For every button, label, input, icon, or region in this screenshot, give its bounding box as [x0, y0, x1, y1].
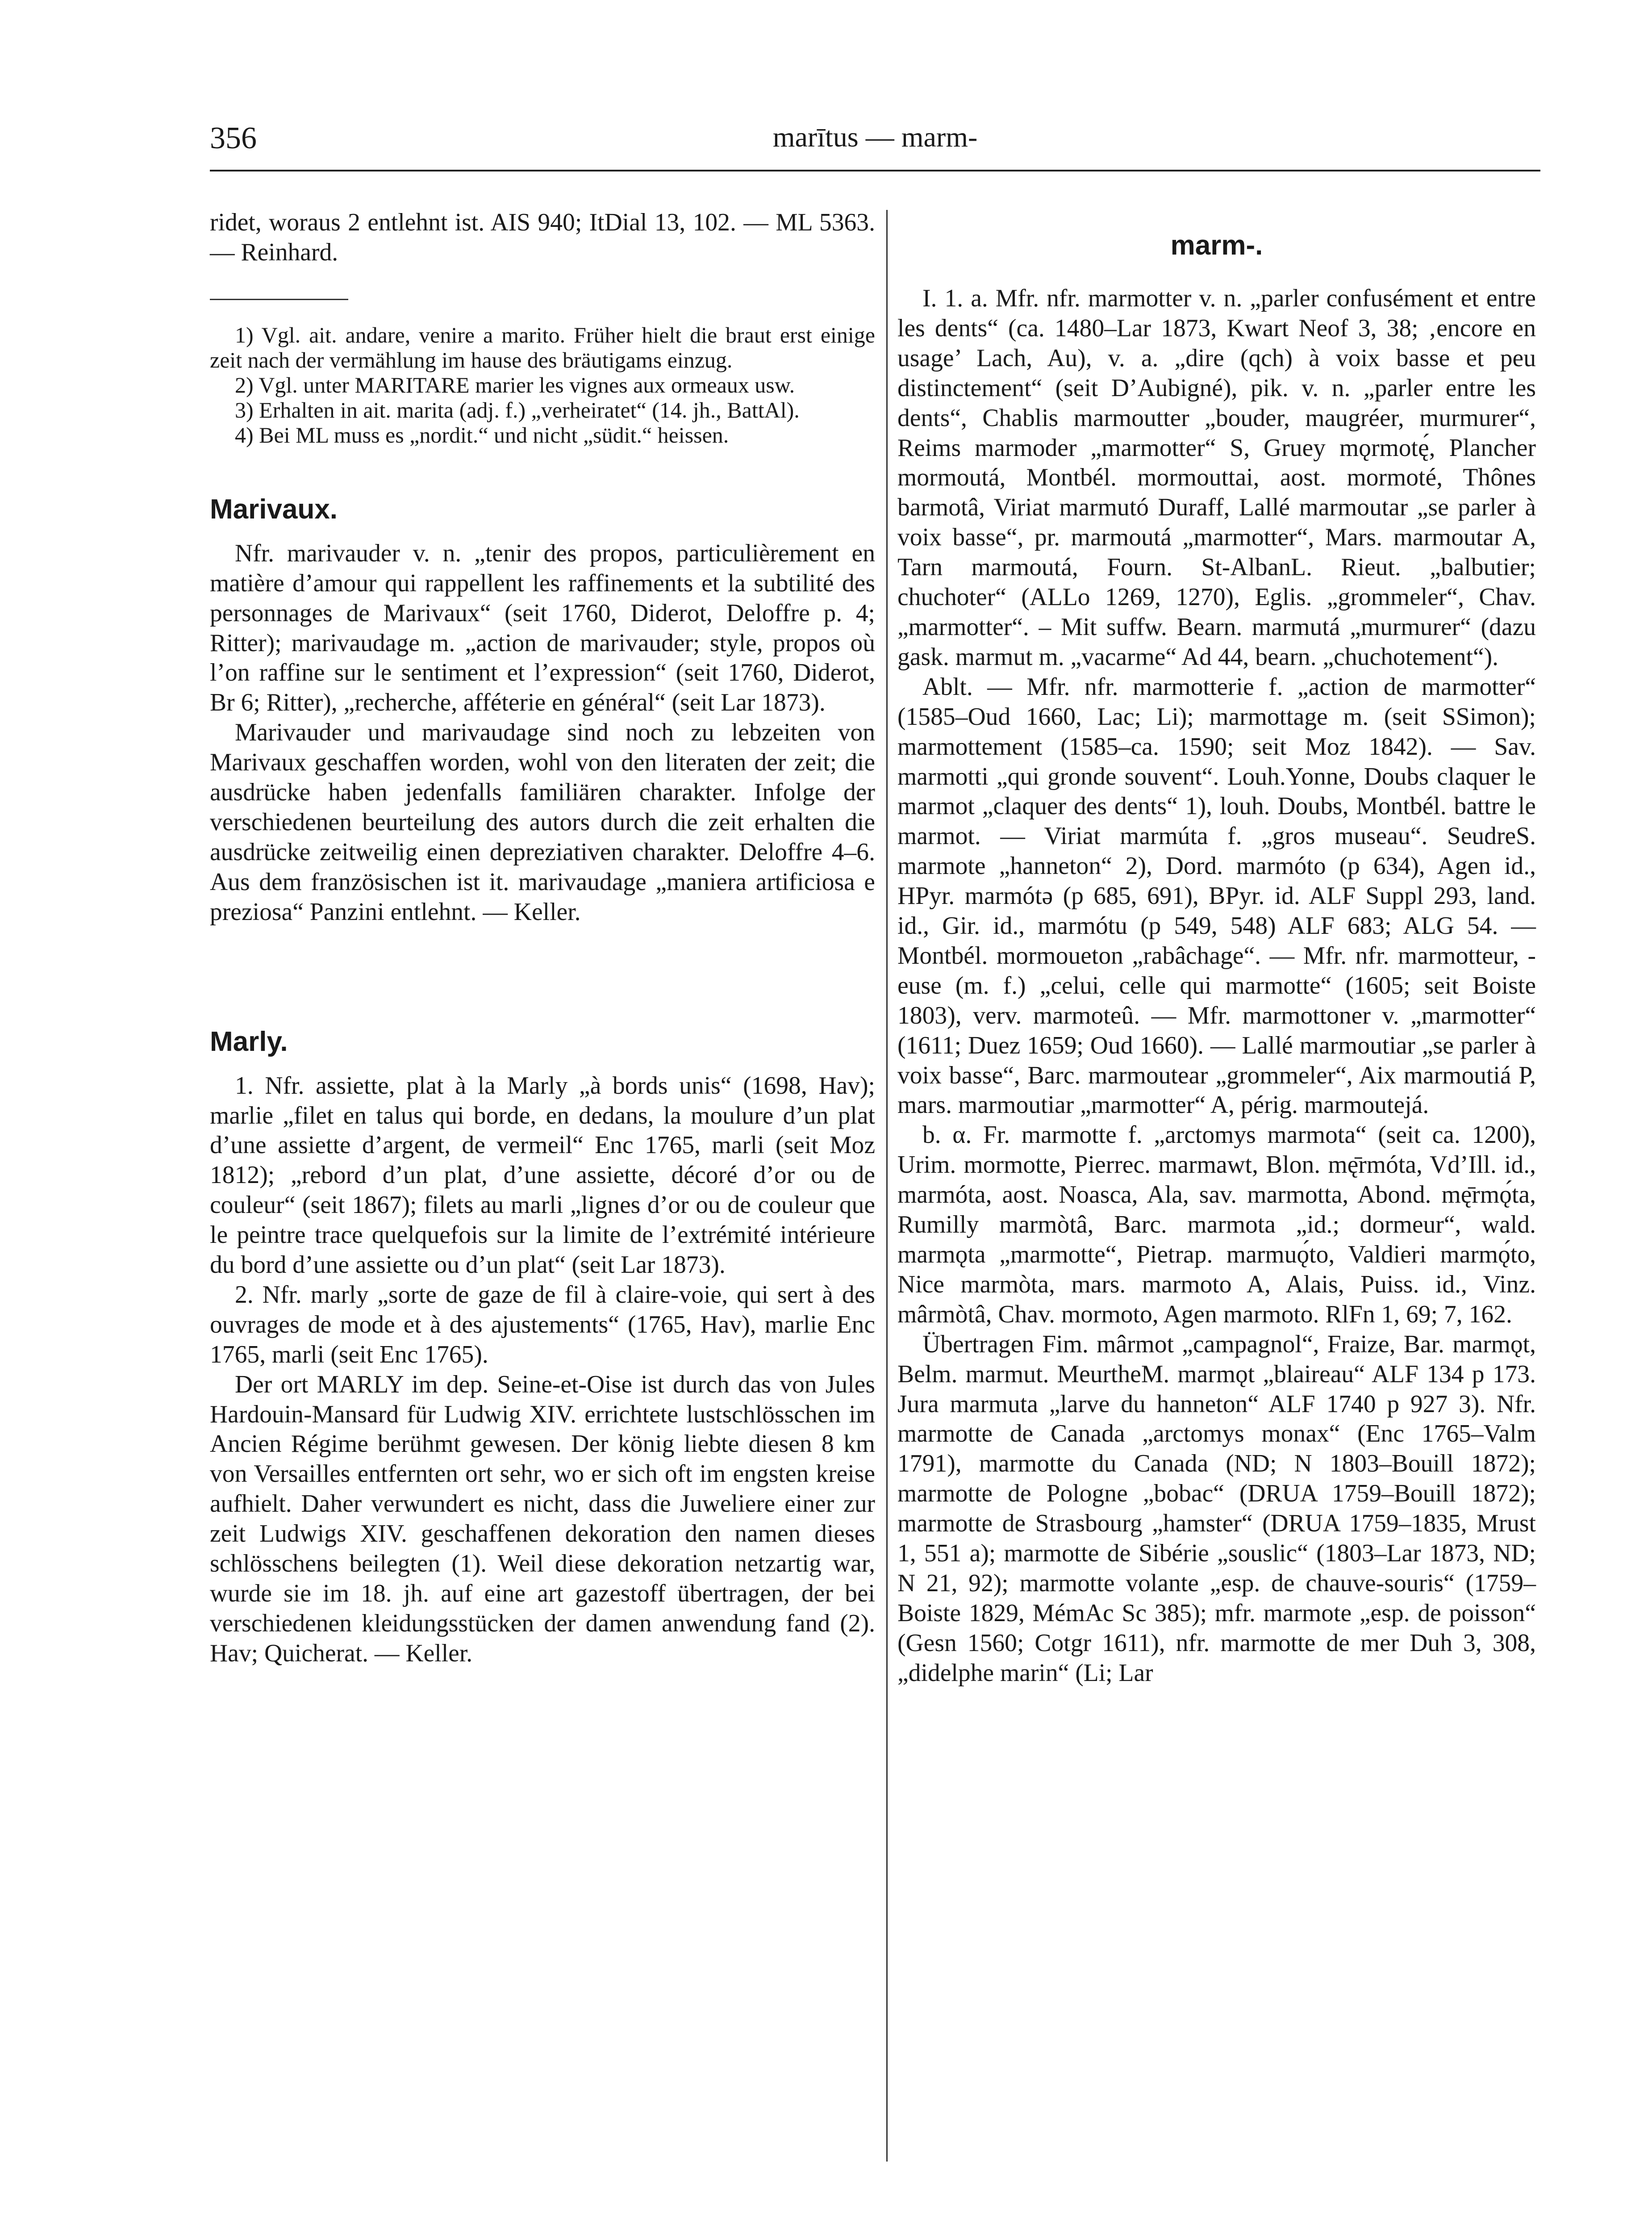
- marivaux-paragraph-2: Marivauder und marivaudage sind noch zu lebzeiten von Marivaux geschaffen worden, wohl von den literaten der zeit; die ausdrücke haben jedenfalls familiären charakter. Infolge der verschiedenen beurteilung des autors durch die zeit erhalten die ausdrücke zeitweilig einen depreziativen charakter. Deloffre 4–6. Aus dem französischen ist it. marivaudage „maniera artificiosa e preziosa“ Panzini entlehnt. — Keller.: [210, 719, 875, 926]
- entry-heading-marly: Marly.: [210, 1026, 288, 1057]
- column-divider: [886, 210, 888, 2162]
- page-number: 356: [210, 121, 257, 155]
- marly-paragraph-3: Der ort MARLY im dep. Seine-et-Oise ist durch das von Jules Hardouin-Mansard für Ludwig XIV. errichtete lustschlösschen im Ancien Régime berühmt gewesen. Der könig liebte diesen 8 km von Versailles entfernten ort sehr, wo er sich oft im engsten kreise aufhielt. Daher verwundert es nicht, dass die Juweliere einer zur zeit Ludwigs XIV. geschaffenen dekoration den namen dieses schlösschens beilegten (1). Weil diese dekoration netzartig war, wurde sie im 18. jh. auf eine art gazestoff übertragen, der bei verschiedenen kleidungsstücken der damen anwendung fand (2). Hav; Quicherat. — Keller.: [210, 1370, 875, 1667]
- marivaux-paragraph-1: Nfr. marivauder v. n. „tenir des propos, particulièrement en matière d’amour qui rappellent les raffinements et la subtilité des personnages de Marivaux“ (seit 1760, Diderot, Deloffre p. 4; Ritter); marivaudage m. „action de marivauder; style, propos où l’on raffine sur le sentiment et l’expression“ (seit 1760, Diderot, Br 6; Ritter), „recherche, afféterie en général“ (seit Lar 1873).: [210, 539, 875, 717]
- footnote-rule: [210, 299, 348, 300]
- footnote-1: 1) Vgl. ait. andare, venire a marito. Früher hielt die braut erst einige zeit nach der vermählung im hause des bräutigams einzug.: [210, 322, 875, 372]
- right-column: [897, 208, 1536, 1688]
- entry-heading-marivaux: Marivaux.: [210, 493, 338, 525]
- entry-heading-marm: marm-.: [1170, 230, 1263, 261]
- marm-paragraph-3: b. α. Fr. marmotte f. „arctomys marmota“ (seit ca. 1200), Urim. mormotte, Pierrec. marmawt, Blon. mę̄rmóta, Vd’Ill. id., marmóta, aost. Noasca, Ala, sav. marmotta, Abond. mę̄rmǫ́ta, Rumilly marmòtâ, Barc. marmota „id.; dormeur“, wald. marmǫta „marmotte“, Pietrap. marmuǫ́to, Valdieri marmǫ́to, Nice marmòta, mars. marmoto A, Alais, Puiss. id., Vinz. mârmòtâ, Chav. mormoto, Agen marmoto. RlFn 1, 69; 7, 162.: [897, 1121, 1536, 1328]
- running-head: marītus — marm-: [772, 121, 978, 153]
- footnote-3: 3) Erhalten in ait. marita (adj. f.) „verheiratet“ (14. jh., BattAl).: [235, 397, 800, 422]
- marm-paragraph-4: Übertragen Fim. mârmot „campagnol“, Fraize, Bar. marmǫt, Belm. marmut. MeurtheM. marmǫt „blaireau“ ALF 134 p 173. Jura marmuta „larve du hanneton“ ALF 1740 p 927 3). Nfr. marmotte de Canada „arctomys monax“ (Enc 1765–Valm 1791), marmotte du Canada (ND; N 1803–Bouill 1872); marmotte de Pologne „bobac“ (DRUA 1759–Bouill 1872); marmotte de Strasbourg „hamster“ (DRUA 1759–1835, Mrust 1, 551 a); marmotte de Sibérie „souslic“ (1803–Lar 1873, ND; N 21, 92); marmotte volante „esp. de chauve-souris“ (1759–Boiste 1829, MémAc Sc 385); mfr. marmote „esp. de poisson“ (Gesn 1560; Cotgr 1611), nfr. marmotte de mer Duh 3, 308, „didelphe marin“ (Li; Lar: [897, 1330, 1536, 1687]
- footnotes: [210, 322, 875, 447]
- footnote-4: 4) Bei ML muss es „nordit.“ und nicht „südit.“ heissen.: [235, 422, 729, 447]
- marly-paragraph-1: 1. Nfr. assiette, plat à la Marly „à bords unis“ (1698, Hav); marlie „filet en talus qui borde, en dedans, la moulure d’un plat d’une assiette d’argent, de vermeil“ Enc 1765, marli (seit Moz 1812); „rebord d’un plat, d’une assiette, décoré d’or ou de couleur“ (seit 1867); filets au marli „lignes d’or ou de couleur que le peintre trace quelquefois sur la limite de l’extrémité intérieure du bord d’une assiette ou d’un plat“ (seit Lar 1873).: [210, 1071, 875, 1279]
- marm-paragraph-1: I. 1. a. Mfr. nfr. marmotter v. n. „parler confusément et entre les dents“ (ca. 1480–Lar 1873, Kwart Neof 3, 38; ‚encore en usage’ Lach, Au), v. a. „dire (qch) à voix basse et peu distinctement“ (seit D’Aubigné), pik. v. n. „parler entre les dents“, Chablis marmoutter „bouder, maugréer, murmurer“, Reims marmoder „marmotter“ S, Gruey mǫrmotę́, Plancher mormoutá, Montbél. mormouttai, aost. mormoté, Thônes barmotâ, Viriat marmutó Duraff, Lallé marmoutar „se parler à voix basse“, pr. marmoutá „marmotter“, Mars. marmoutar A, Tarn marmoutá, Fourn. St-AlbanL. Rieut. „balbutier; chuchoter“ (ALLo 1269, 1270), Eglis. „grommeler“, Chav. „marmotter“. – Mit suffw. Bearn. marmutá „murmurer“ (dazu gask. marmut m. „vacarme“ Ad 44, bearn. „chuchotement“).: [897, 284, 1536, 671]
- left-column: [210, 208, 875, 1668]
- page-header: [210, 121, 1540, 171]
- intro-paragraph: ridet, woraus 2 entlehnt ist. AIS 940; ItDial 13, 102. — ML 5363. — Reinhard.: [210, 209, 875, 266]
- marly-paragraph-2: 2. Nfr. marly „sorte de gaze de fil à claire-voie, qui sert à des ouvrages de mode et à des ajustements“ (1765, Hav), marlie Enc 1765, marli (seit Enc 1765).: [210, 1280, 875, 1368]
- marm-paragraph-2: Ablt. — Mfr. nfr. marmotterie f. „action de marmotter“ (1585–Oud 1660, Lac; Li); marmottage m. (seit SSimon); marmottement (1585–ca. 1590; seit Moz 1842). — Sav. marmotti „qui gronde souvent“. Louh.Yonne, Doubs claquer le marmot „claquer des dents“ 1), louh. Doubs, Montbél. battre le marmot. — Viriat marmúta f. „gros museau“. SeudreS. marmote „hanneton“ 2), Dord. marmóto (p 634), Agen id., HPyr. marmótə (p 685, 691), BPyr. id. ALF Suppl 293, land. id., Gir. id., marmótu (p 549, 548) ALF 683; ALG 54. — Montbél. mormoueton „rabâchage“. — Mfr. nfr. marmotteur, -euse (m. f.) „celui, celle qui marmotte“ (1605; seit Boiste 1803), verv. marmoteû. — Mfr. marmottoner v. „marmotter“ (1611; Duez 1659; Oud 1660). — Lallé marmoutiar „se parler à voix basse“, Barc. marmoutear „grommeler“, Aix marmoutiá P, mars. marmoutiar „marmotter“ A, périg. marmoutejá.: [897, 673, 1536, 1119]
- footnote-2: 2) Vgl. unter MARITARE marier les vignes aux ormeaux usw.: [235, 372, 795, 397]
